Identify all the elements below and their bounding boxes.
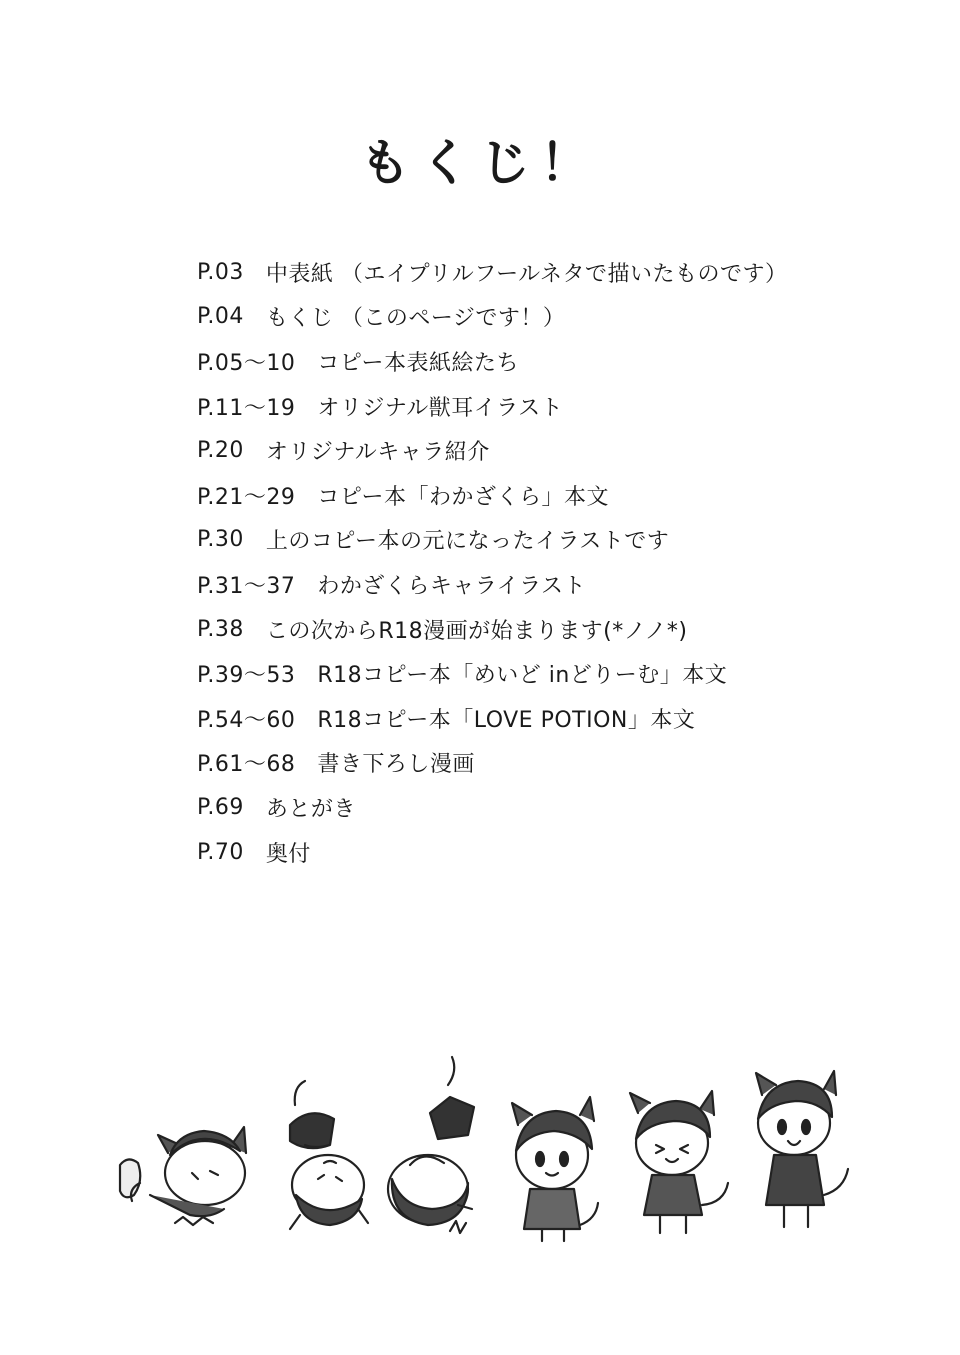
toc-entry-text: 書き下ろし漫画 xyxy=(317,752,475,778)
toc-row xyxy=(197,562,897,607)
toc-row xyxy=(197,428,897,473)
toc-page-number: P.05～10 xyxy=(197,350,296,376)
toc-entry-text: 上のコピー本の元になったイラストです xyxy=(265,529,670,555)
toc-entry-text: わかざくらキャライラスト xyxy=(317,573,587,599)
toc-row xyxy=(197,741,897,786)
chibi-figure-standing xyxy=(756,1071,848,1227)
toc-page-number: P.04 xyxy=(197,304,244,330)
toc-entry-text: あとがき xyxy=(265,796,356,822)
toc-entry-text: 中表紙 （エイプリルフールネタで描いたものです） xyxy=(265,261,788,287)
chibi-figure-peeking xyxy=(512,1097,598,1241)
toc-entry-text: オリジナル獣耳イラスト xyxy=(317,395,564,421)
toc-entry-text: この次からR18漫画が始まります(*ノノ*) xyxy=(265,618,688,644)
toc-page-number: P.54～60 xyxy=(197,707,296,733)
chibi-figure-fallen xyxy=(388,1057,474,1233)
toc-page-number: P.70 xyxy=(197,839,244,865)
toc-row xyxy=(197,518,897,563)
toc-page-number: P.20 xyxy=(197,438,244,464)
chibi-figure-upside-down xyxy=(290,1081,368,1229)
toc-entry-text: オリジナルキャラ紹介 xyxy=(265,440,490,466)
toc-row xyxy=(197,607,897,652)
toc-page-number: P.21～29 xyxy=(197,484,296,510)
toc-page-number: P.03 xyxy=(197,259,244,285)
toc-row xyxy=(197,785,897,830)
toc-entry-text: R18コピー本「めいど inどりーむ」本文 xyxy=(317,663,728,689)
toc-page-number: P.69 xyxy=(197,794,244,820)
toc-entry-text: R18コピー本「LOVE POTION」本文 xyxy=(317,707,696,733)
toc-page-number: P.31～37 xyxy=(197,573,296,599)
toc-page-number: P.30 xyxy=(197,527,244,553)
toc-row xyxy=(197,339,897,384)
page-title: もくじ！ xyxy=(360,134,600,192)
table-of-contents xyxy=(197,250,897,874)
toc-entry-text: もくじ （このページです！） xyxy=(265,306,566,332)
toc-row xyxy=(197,384,897,429)
toc-page-number: P.38 xyxy=(197,616,244,642)
toc-row xyxy=(197,295,897,340)
toc-row xyxy=(197,651,897,696)
chibi-figure-rolling xyxy=(120,1127,246,1225)
toc-entry-text: コピー本表紙絵たち xyxy=(317,350,519,376)
toc-row xyxy=(197,473,897,518)
toc-page-number: P.61～68 xyxy=(197,752,296,778)
toc-entry-text: コピー本「わかざくら」本文 xyxy=(317,484,609,510)
toc-entry-text: 奥付 xyxy=(265,841,311,867)
chibi-cat-girls-illustration xyxy=(110,1055,870,1255)
toc-row xyxy=(197,250,897,295)
toc-row xyxy=(197,696,897,741)
toc-page-number: P.39～53 xyxy=(197,663,296,689)
toc-page-number: P.11～19 xyxy=(197,395,296,421)
toc-row xyxy=(197,830,897,875)
chibi-figure-happy xyxy=(630,1091,728,1233)
